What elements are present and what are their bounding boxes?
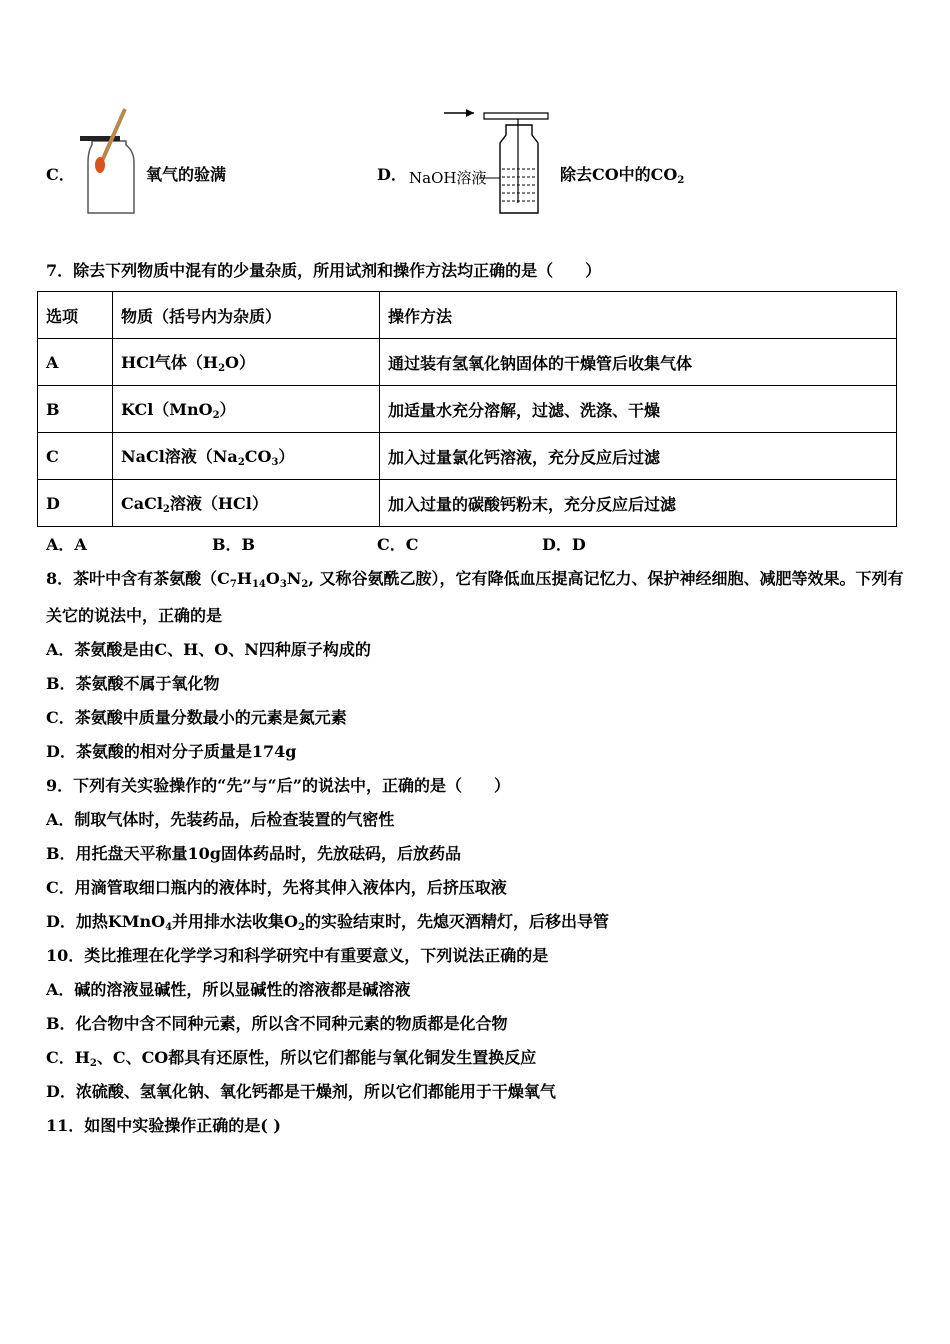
naoh-solution-label: NaOH溶液	[409, 169, 487, 187]
q6-option-c-letter: C．	[46, 165, 75, 184]
q8-stem-line1: 8．茶叶中含有茶氨酸（$C_7H_{14}O_3N_2$, 又称谷氨酰乙胺），它有降低血压提高记忆力、保护神经细胞、减肥等效果。下列有	[46, 569, 904, 590]
q7-stem: 7．除去下列物质中混有的少量杂质，所用试剂和操作方法均正确的是（ ）	[46, 261, 602, 280]
header-method: 操作方法	[380, 292, 897, 339]
q10-option-a: A．碱的溶液显碱性，所以显碱性的溶液都是碱溶液	[46, 980, 411, 999]
table-row	[38, 480, 897, 527]
cell-substance: KCl（MnO$_2$）	[113, 386, 380, 433]
table-row	[38, 433, 897, 480]
q10-option-d: D．浓硫酸、氢氧化钠、氧化钙都是干燥剂，所以它们都能用于干燥氧气	[46, 1082, 556, 1101]
table-row	[38, 339, 897, 386]
q10-stem: 10．类比推理在化学学习和科学研究中有重要意义，下列说法正确的是	[46, 946, 549, 965]
q10-option-b: B．化合物中含不同种元素，所以含不同种元素的物质都是化合物	[46, 1014, 508, 1033]
cell-option: B	[38, 386, 113, 433]
table-row	[38, 386, 897, 433]
q8-stem-line2: 关它的说法中，正确的是	[46, 606, 223, 625]
q9-stem: 9．下列有关实验操作的“先”与“后”的说法中，正确的是（ ）	[46, 776, 510, 795]
cell-method: 通过装有氢氧化钠固体的干燥管后收集气体	[380, 339, 897, 386]
table-header-row	[38, 292, 897, 339]
header-option: 选项	[38, 292, 113, 339]
q7-table	[37, 291, 897, 527]
cell-method: 加入过量的碳酸钙粉末，充分反应后过滤	[380, 480, 897, 527]
q6-option-c-caption: 氧气的验满	[146, 165, 227, 184]
q6-option-d-letter: D．	[377, 165, 407, 184]
q7-answer-d: D．D	[542, 535, 586, 554]
q7-answer-a: A．A	[46, 535, 87, 554]
cell-substance: NaCl溶液$(Na_2CO_3)$	[113, 433, 380, 480]
q9-option-b: B．用托盘天平称量10g固体药品时，先放砝码，后放药品	[46, 844, 461, 863]
q7-answer-b: B．B	[212, 535, 256, 554]
cell-option: C	[38, 433, 113, 480]
header-substance: 物质（括号内为杂质）	[113, 292, 380, 339]
cell-method: 加适量水充分溶解，过滤、洗涤、干燥	[380, 386, 897, 433]
cell-substance: CaCl$_2$溶液（HCl）	[113, 480, 380, 527]
cell-option: A	[38, 339, 113, 386]
q9-option-c: C．用滴管取细口瓶内的液体时，先将其伸入液体内，后挤压取液	[46, 878, 507, 897]
cell-method: 加入过量氯化钙溶液，充分反应后过滤	[380, 433, 897, 480]
q9-option-d: D．加热KMnO$_4$并用排水法收集$O_2$的实验结束时，先熄灭酒精灯，后移出导管	[46, 912, 609, 933]
cell-substance: HCl气体$(H_2O)$	[113, 339, 380, 386]
q9-option-a: A．制取气体时，先装药品，后检查装置的气密性	[46, 810, 395, 829]
q11-stem: 11．如图中实验操作正确的是( )	[46, 1116, 281, 1135]
oxygen-full-test-icon	[78, 105, 140, 217]
q6-option-d-caption: 除去CO中的$CO_2$	[560, 165, 685, 186]
gas-washing-bottle-icon	[438, 103, 550, 219]
q10-option-c: C．$H_2$、C、CO都具有还原性，所以它们都能与氧化铜发生置换反应	[46, 1048, 537, 1069]
q8-option-c: C．茶氨酸中质量分数最小的元素是氮元素	[46, 708, 347, 727]
q8-option-b: B．茶氨酸不属于氧化物	[46, 674, 220, 693]
q8-option-a: A．茶氨酸是由C、H、O、N四种原子构成的	[46, 640, 371, 659]
cell-option: D	[38, 480, 113, 527]
q7-answer-c: C．C	[377, 535, 419, 554]
q8-option-d: D．茶氨酸的相对分子质量是174g	[46, 742, 297, 761]
